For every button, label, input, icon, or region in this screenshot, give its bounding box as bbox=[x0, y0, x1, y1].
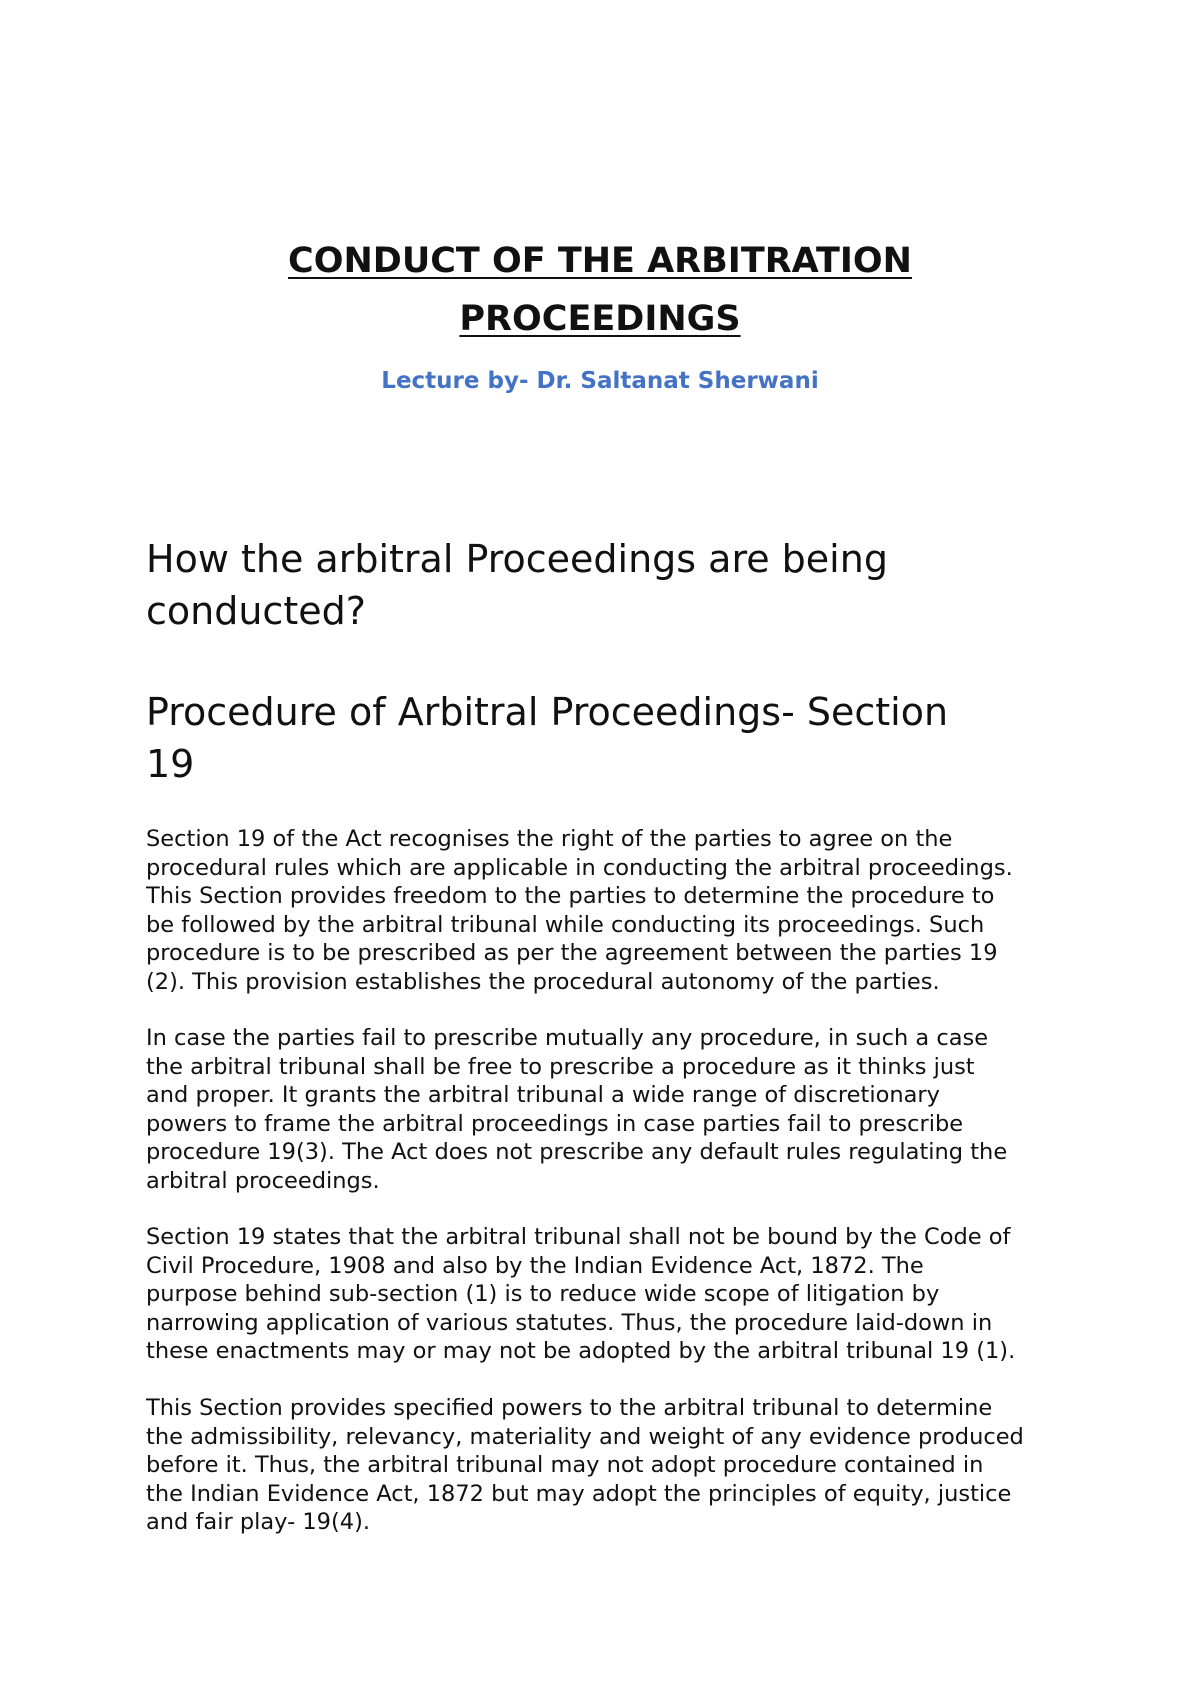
heading-line: How the arbitral Proceedings are being bbox=[146, 537, 888, 581]
section-heading bbox=[146, 686, 1086, 790]
paragraph-line: be followed by the arbitral tribunal while conducting its proceedings. Such bbox=[146, 911, 985, 938]
lecture-byline: Lecture by- Dr. Saltanat Sherwani bbox=[381, 368, 819, 394]
paragraph-line: these enactments may or may not be adopted by the arbitral tribunal 19 (1). bbox=[146, 1338, 1016, 1364]
paragraph-line: procedural rules which are applicable in conducting the arbitral proceedings. bbox=[146, 854, 1013, 881]
paragraph-line: This Section provides freedom to the parties to determine the procedure to bbox=[146, 883, 995, 909]
paragraph-line: narrowing application of various statutes. Thus, the procedure laid-down in bbox=[146, 1309, 993, 1336]
body-paragraph bbox=[146, 1394, 1076, 1537]
paragraph-line: In case the parties fail to prescribe mutually any procedure, in such a case bbox=[146, 1025, 989, 1051]
body-paragraph bbox=[146, 1223, 1076, 1366]
paragraph-line: (2). This provision establishes the procedural autonomy of the parties. bbox=[146, 968, 940, 995]
question-heading bbox=[146, 533, 1086, 637]
document-title bbox=[0, 232, 1200, 348]
paragraph-line: the Indian Evidence Act, 1872 but may adopt the principles of equity, justice bbox=[146, 1480, 1012, 1507]
paragraph-line: purpose behind sub-section (1) is to reduce wide scope of litigation by bbox=[146, 1281, 940, 1307]
paragraph-line: Section 19 states that the arbitral tribunal shall not be bound by the Code of bbox=[146, 1224, 1011, 1250]
body-paragraph bbox=[146, 1024, 1076, 1195]
title-line: CONDUCT OF THE ARBITRATION bbox=[288, 241, 912, 281]
paragraph-line: Civil Procedure, 1908 and also by the Indian Evidence Act, 1872. The bbox=[146, 1252, 924, 1279]
paragraph-line: Section 19 of the Act recognises the right of the parties to agree on the bbox=[146, 826, 953, 852]
paragraph-line: This Section provides specified powers to the arbitral tribunal to determine bbox=[146, 1395, 993, 1421]
paragraph-line: arbitral proceedings. bbox=[146, 1167, 380, 1194]
paragraph-line: and fair play- 19(4). bbox=[146, 1509, 371, 1535]
heading-line: Procedure of Arbitral Proceedings- Section bbox=[146, 690, 949, 734]
heading-line: 19 bbox=[146, 742, 195, 786]
paragraph-line: procedure is to be prescribed as per the agreement between the parties 19 bbox=[146, 940, 998, 966]
heading-line: conducted? bbox=[146, 589, 366, 633]
paragraph-line: the admissibility, relevancy, materiality and weight of any evidence produced bbox=[146, 1423, 1024, 1450]
body-paragraph bbox=[146, 825, 1076, 996]
paragraph-line: the arbitral tribunal shall be free to prescribe a procedure as it thinks just bbox=[146, 1053, 975, 1080]
paragraph-line: procedure 19(3). The Act does not prescribe any default rules regulating the bbox=[146, 1139, 1008, 1165]
paragraph-line: and proper. It grants the arbitral tribunal a wide range of discretionary bbox=[146, 1082, 940, 1108]
title-line: PROCEEDINGS bbox=[459, 299, 741, 339]
paragraph-line: before it. Thus, the arbitral tribunal may not adopt procedure contained in bbox=[146, 1452, 984, 1478]
paragraph-line: powers to frame the arbitral proceedings in case parties fail to prescribe bbox=[146, 1110, 964, 1137]
